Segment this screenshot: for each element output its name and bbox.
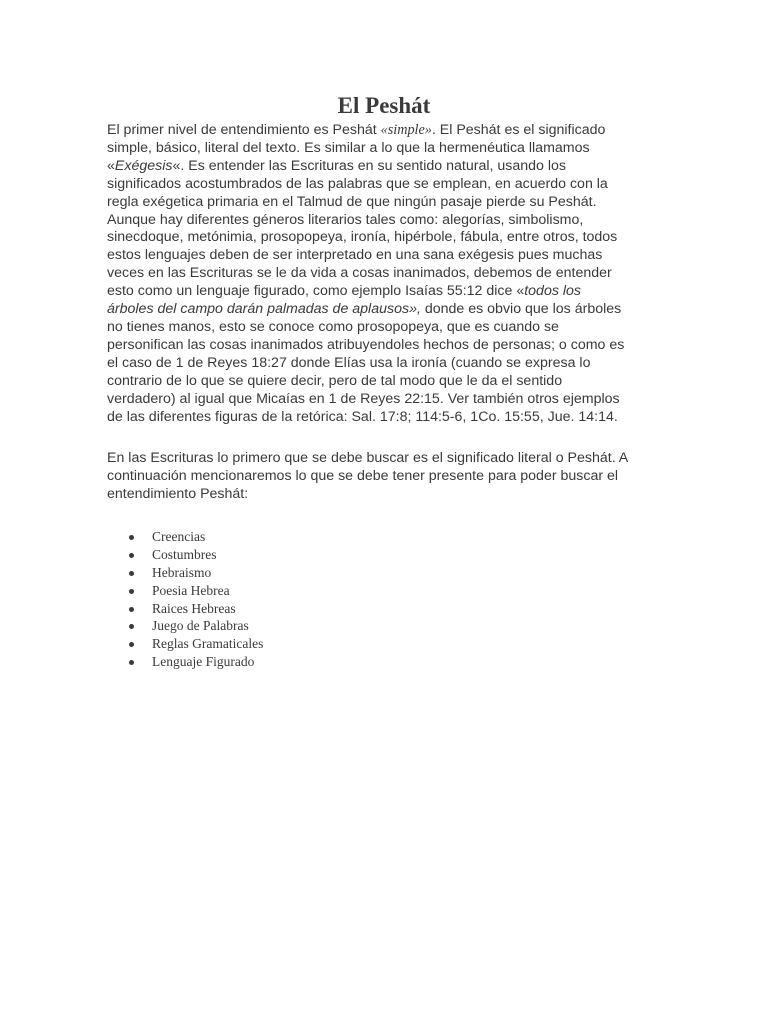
text-line: personifican las cosas inanimados atribuyendoles hechos de personas; o como es xyxy=(107,336,625,353)
list-item: Poesia Hebrea xyxy=(0,582,263,600)
list-item: Costumbres xyxy=(0,546,263,564)
text-line: El primer nivel de entendimiento es Peshát «simple». El Peshát es el significado xyxy=(107,122,606,138)
list-item: Creencias xyxy=(0,528,263,546)
text-line: «Exégesis«. Es entender las Escrituras en su sentido natural, usando los xyxy=(107,157,567,174)
bullet-icon xyxy=(129,642,134,647)
text-line: entendimiento Peshát: xyxy=(107,485,249,502)
text-line: regla exégetica primaria en el Talmud de que ningún pasaje pierde su Peshát. xyxy=(107,193,597,210)
text-line: veces en las Escrituras se le da vida a cosas inanimados, debemos de entender xyxy=(107,265,612,282)
bullet-icon xyxy=(129,607,134,612)
bullet-icon xyxy=(129,589,134,594)
text-line: continuación mencionaremos lo que se debe tener presente para poder buscar el xyxy=(107,467,619,484)
bullet-list xyxy=(0,528,263,671)
text-line: sinecdoque, metónimia, prosopopeya, ironía, hipérbole, fábula, entre otros, todos xyxy=(107,229,618,246)
page-title: El Peshát xyxy=(337,93,431,118)
bullet-icon xyxy=(129,571,134,576)
bullet-icon xyxy=(129,624,134,629)
text-line: de las diferentes figuras de la retórica: Sal. 17:8; 114:5-6, 1Co. 15:55, Jue. 14:14. xyxy=(107,408,618,425)
text-line: el caso de 1 de Reyes 18:27 donde Elías usa la ironía (cuando se expresa lo xyxy=(107,354,591,371)
text-line: verdadero) al igual que Micaías en 1 de Reyes 22:15. Ver también otros ejemplos xyxy=(107,390,620,407)
text-line: estos lenguajes deben de ser interpretado en una sana exégesis pues muchas xyxy=(107,247,603,264)
text-line: significados acostumbrados de las palabras que se emplean, en acuerdo con la xyxy=(107,175,608,192)
text-line: árboles del campo darán palmadas de aplausos», donde es obvio que los árboles xyxy=(107,301,622,318)
text-line: Aunque hay diferentes géneros literarios tales como: alegorías, simbolismo, xyxy=(107,211,584,228)
text-line: simple, básico, literal del texto. Es similar a lo que la hermenéutica llamamos xyxy=(107,139,590,156)
list-item: Raices Hebreas xyxy=(0,600,263,618)
bullet-icon xyxy=(129,553,134,558)
quote-isaias-cont: árboles del campo darán palmadas de aplausos», xyxy=(107,301,421,318)
paragraph-search xyxy=(107,450,667,504)
quote-isaias: todos los xyxy=(524,283,582,300)
bullet-icon xyxy=(129,660,134,665)
list-item: Reglas Gramaticales xyxy=(0,635,263,653)
list-item: Juego de Palabras xyxy=(0,617,263,635)
text-line: contrario de lo que se quiere decir, pero de tal modo que le da el sentido xyxy=(107,372,563,389)
term-exegesis: Exégesis xyxy=(114,157,173,174)
list-item: Lenguaje Figurado xyxy=(0,653,263,671)
text-line: esto como un lenguaje figurado, como ejemplo Isaías 55:12 dice «todos los xyxy=(107,283,582,300)
quote-simple: «simple» xyxy=(380,122,432,138)
bullet-icon xyxy=(129,535,134,540)
paragraph-intro xyxy=(107,122,667,426)
text-line: no tienes manos, esto se conoce como prosopopeya, que es cuando se xyxy=(107,318,559,335)
list-item: Hebraismo xyxy=(0,564,263,582)
text-line: En las Escrituras lo primero que se debe buscar es el significado literal o Peshát. A xyxy=(107,450,629,466)
